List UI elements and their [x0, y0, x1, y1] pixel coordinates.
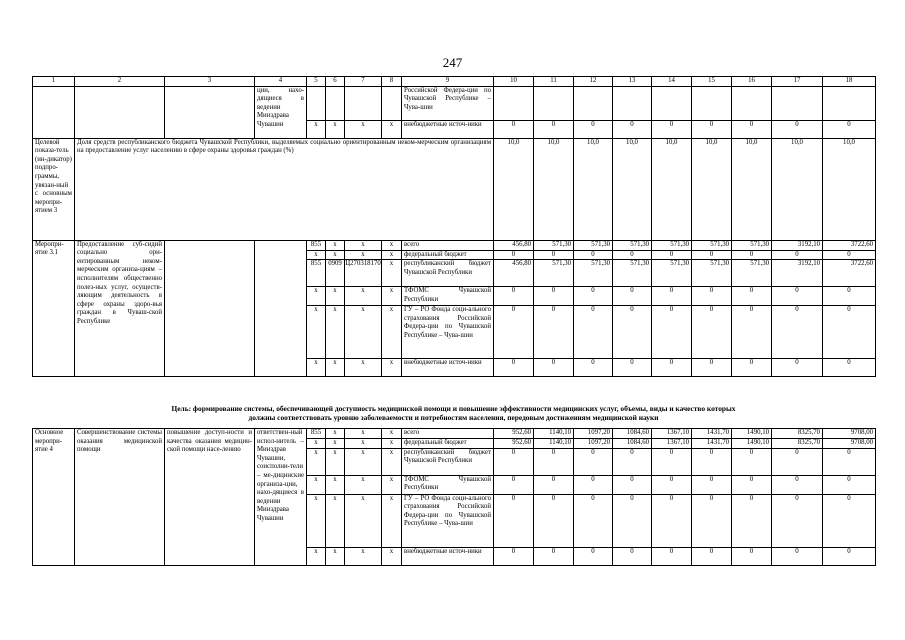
funding-source: ГУ – РО Фонда соци-ального страхования Российской Федера-ции по Чувашской Республике – Чува-шии [402, 494, 494, 547]
header-cell: 11 [534, 77, 574, 87]
header-row [33, 77, 876, 87]
funding-source: Российской Федера-ции по Чувашской Республике – Чува-шии [402, 86, 494, 120]
funding-source: внебюджетные источ-ники [402, 120, 494, 138]
header-cell: 12 [574, 77, 613, 87]
header-cell: 18 [823, 77, 876, 87]
measure-responsible: ответствен-ный испол-нитель – Минздрав Чувашии, соисполни-тели – ме-дицинские организа-ции, нахо-дящиеся в ведении Минздрава Чувашии [255, 429, 307, 566]
table-row: x x x x внебюджетные источ-ники 0 0 0 0 0 0 0 0 0 [33, 120, 876, 138]
header-cell: 17 [772, 77, 823, 87]
header-cell: 3 [165, 77, 255, 87]
funding-source: федеральный бюджет [402, 439, 494, 449]
funding-source: внебюджетные источ-ники [402, 359, 494, 377]
header-cell: 7 [345, 77, 382, 87]
header-cell: 14 [652, 77, 692, 87]
table-row: x x x x внебюджетные источ-ники 0 0 0 0 0 0 0 0 0 [33, 359, 876, 377]
table-row: x x x x республиканский бюджет Чувашской Республики 0 0 0 0 0 0 0 0 0 [33, 448, 876, 475]
table-row: x x x x ТФОМС Чувашской Республики 0 0 0 0 0 0 0 0 0 [33, 475, 876, 494]
table-row: Меропри-ятие 3.1 Предоставление суб-сидий социально ори-ентированным неком-мерческим организа-циям – исполнителям общественно полез-ных услуг, осуществ-ляющим деятельность в сфере охраны здоро-вья граждан в Чуваш-ской Республике 855 x x x всего 456,80 571,30 571,30 571,30 571,30 571,30 571,30 3192,10 3722,60 [33, 240, 876, 250]
indicator-label: Целевой показа-тель (ин-дикатор) подпро-граммы, увязан-ный с основным меропри-ятием 3 [33, 138, 75, 240]
responsible-cont: ции, нахо-дящиеся в ведении Минздрава [257, 86, 304, 120]
table-row: Основное меропри-ятие 4 Совершенствование системы оказания медицинской помощи повышение доступ-ности и качества оказания медицин-ской помощи насе-лению ответствен-ный испол-нитель – Минздрав Чувашии, соисполни-тели – ме-дицинские организа-ции, нахо-дящиеся в ведении Минздрава Чувашии 855 x x x всего 952,60 1140,10 1097,20 1084,60 1367,10 1431,70 1490,10 8325,70 9708,00 [33, 429, 876, 439]
funding-source: республиканский бюджет Чувашской Республики [402, 448, 494, 475]
measure-label: Меропри-ятие 3.1 [33, 240, 75, 377]
header-cell: 8 [382, 77, 402, 87]
table-row: 855 0909 Ц270318170 x республиканский бюджет Чувашской Республики 456,80 571,30 571,30 571,30 571,30 571,30 571,30 3192,10 3722,60 [33, 260, 876, 287]
page-number: 247 [442, 55, 463, 70]
header-cell: 10 [494, 77, 534, 87]
header-cell: 13 [613, 77, 652, 87]
table-row: x x x x федеральный бюджет 952,60 1140,10 1097,20 1084,60 1367,10 1431,70 1490,10 8325,70 9708,00 [33, 439, 876, 449]
funding-source: всего [402, 240, 494, 250]
measure-desc: Предоставление суб-сидий социально ори-ентированным неком-мерческим организа-циям – исполнителям общественно полез-ных услуг, осуществ-ляющим деятельность в сфере охраны здоро-вья граждан в Чуваш-ской Республике [75, 240, 165, 377]
table-row: x x x x ТФОМС Чувашской Республики 0 0 0 0 0 0 0 0 0 [33, 287, 876, 306]
header-cell: 2 [75, 77, 165, 87]
table-row: x x x x ГУ – РО Фонда соци-ального страхования Российской Федера-ции по Чувашской Республике – Чува-шии 0 0 0 0 0 0 0 0 0 [33, 306, 876, 359]
indicator-row: Целевой показа-тель (ин-дикатор) подпро-граммы, увязан-ный с основным меропри-ятием 3 Доля средств республиканского бюджета Чувашской Республики, выделяемых социально ориентированным неком-мерческим организациям на предоставление услуг населению в сфере охраны здоровья граждан (%) 10,0 10,0 10,0 10,0 10,0 10,0 10,0 10,0 10,0 [33, 138, 876, 240]
goal-heading: Цель: формирование системы, обеспечивающей доступность медицинской помощи и повышение эффективности медицинских услуг, объемы, виды и качество которых должны соответствовать уровню заболеваемости и потребностям населения, передовым достижениям медицинской науки [171, 404, 736, 422]
funding-source: ТФОМС Чувашской Республики [402, 287, 494, 306]
header-cell: 16 [732, 77, 772, 87]
table-row [33, 86, 876, 120]
indicator-text: Доля средств республиканского бюджета Чувашской Республики, выделяемых социально ориентированным неком-мерческим организациям на предоставление услуг населению в сфере охраны здоровья граждан (%) [75, 138, 494, 240]
table-row: x x x x внебюджетные источ-ники 0 0 0 0 0 0 0 0 0 [33, 547, 876, 565]
funding-source: ГУ – РО Фонда соци-ального страхования Российской Федера-ции по Чувашской Республике – Чува-шии [402, 306, 494, 359]
header-cell: 9 [402, 77, 494, 87]
funding-source: внебюджетные источ-ники [402, 547, 494, 565]
program-table-lower [32, 428, 876, 566]
table-row: x x x x ГУ – РО Фонда соци-ального страхования Российской Федера-ции по Чувашской Республике – Чува-шии 0 0 0 0 0 0 0 0 0 [33, 494, 876, 547]
header-cell: 15 [692, 77, 732, 87]
header-cell: 1 [33, 77, 75, 87]
header-cell: 6 [326, 77, 345, 87]
responsible-cont-2: Чувашии [257, 120, 284, 128]
funding-source: всего [402, 429, 494, 439]
measure-desc: Совершенствование системы оказания медицинской помощи [75, 429, 165, 566]
program-table-upper [32, 76, 876, 377]
table-row: x x x x федеральный бюджет 0 0 0 0 0 0 0 0 0 [33, 250, 876, 260]
measure-label: Основное меропри-ятие 4 [33, 429, 75, 566]
measure-result: повышение доступ-ности и качества оказания медицин-ской помощи насе-лению [165, 429, 255, 566]
funding-source: ТФОМС Чувашской Республики [402, 475, 494, 494]
funding-source: республиканский бюджет Чувашской Республики [402, 260, 494, 287]
funding-source: федеральный бюджет [402, 250, 494, 260]
header-cell: 5 [307, 77, 326, 87]
header-cell: 4 [255, 77, 307, 87]
